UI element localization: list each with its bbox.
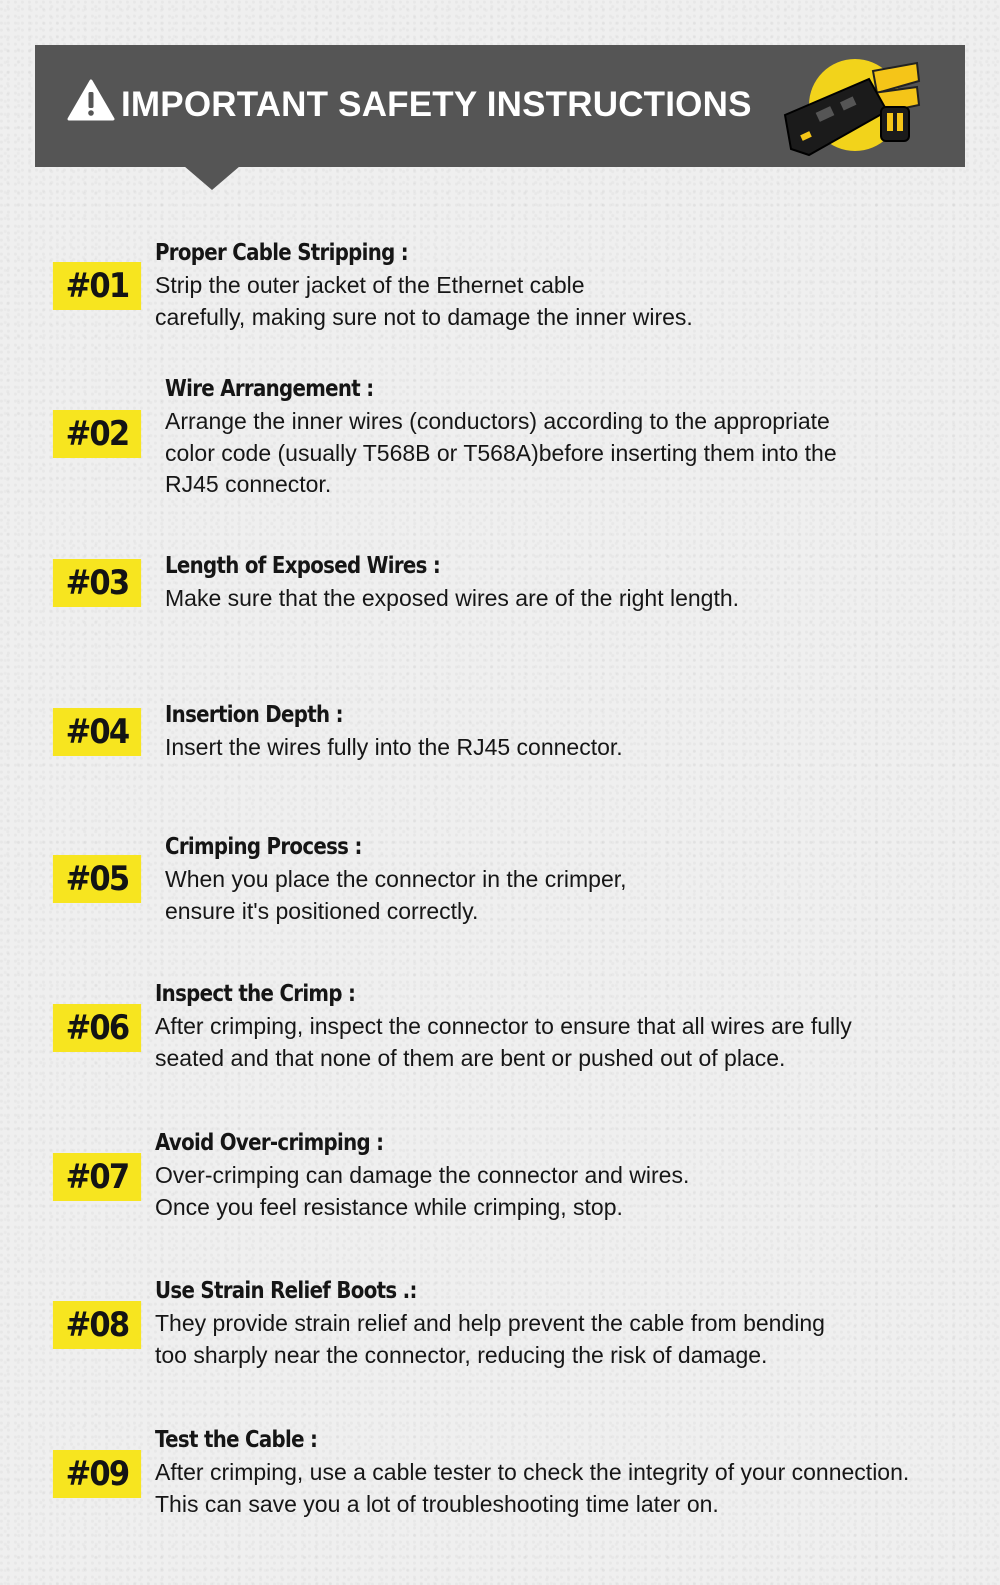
instruction-text: Arrange the inner wires (conductors) according to the appropriate color code (usually T568B or T568A)before inserting them into the RJ45 connector. bbox=[165, 408, 837, 497]
instruction-content bbox=[165, 830, 627, 927]
step-badge: #03 bbox=[53, 559, 141, 607]
step-badge: #01 bbox=[53, 262, 141, 310]
warning-triangle-icon bbox=[67, 79, 115, 121]
instruction-content bbox=[165, 698, 623, 764]
header-pointer bbox=[184, 166, 240, 190]
crimping-tool-image bbox=[777, 53, 927, 161]
instruction-title: Use Strain Relief Boots .: bbox=[155, 1278, 417, 1304]
instruction-title: Wire Arrangement : bbox=[165, 376, 374, 402]
instruction-title: Inspect the Crimp : bbox=[155, 981, 356, 1007]
instruction-content bbox=[165, 372, 837, 501]
instruction-content bbox=[155, 1126, 689, 1223]
step-badge: #07 bbox=[53, 1153, 141, 1201]
instruction-content bbox=[155, 977, 852, 1074]
step-badge: #02 bbox=[53, 410, 141, 458]
instruction-title: Avoid Over-crimping : bbox=[155, 1130, 384, 1156]
step-badge: #09 bbox=[53, 1450, 141, 1498]
step-badge: #04 bbox=[53, 708, 141, 756]
instruction-text: After crimping, inspect the connector to ensure that all wires are fully seated and that none of them are bent or pushed out of place. bbox=[155, 1013, 852, 1071]
instruction-text: Strip the outer jacket of the Ethernet cable carefully, making sure not to damage the inner wires. bbox=[155, 272, 693, 330]
step-badge: #06 bbox=[53, 1004, 141, 1052]
instruction-text: Make sure that the exposed wires are of the right length. bbox=[165, 585, 740, 611]
instruction-title: Insertion Depth : bbox=[165, 702, 343, 728]
instruction-text: When you place the connector in the crimper, ensure it's positioned correctly. bbox=[165, 866, 627, 924]
instruction-text: After crimping, use a cable tester to check the integrity of your connection. This can save you a lot of troubleshooting time later on. bbox=[155, 1459, 910, 1517]
instruction-content bbox=[165, 549, 739, 615]
instruction-title: Crimping Process : bbox=[165, 834, 362, 860]
instruction-title: Length of Exposed Wires : bbox=[165, 553, 441, 579]
instruction-content bbox=[155, 1423, 909, 1520]
header-banner bbox=[35, 45, 965, 167]
instruction-content bbox=[155, 236, 693, 333]
step-badge: #05 bbox=[53, 855, 141, 903]
instruction-content bbox=[155, 1274, 825, 1371]
instruction-title: Test the Cable : bbox=[155, 1427, 318, 1453]
instruction-text: Insert the wires fully into the RJ45 connector. bbox=[165, 734, 623, 760]
page-title: IMPORTANT SAFETY INSTRUCTIONS bbox=[121, 85, 752, 124]
instruction-text: Over-crimping can damage the connector and wires. Once you feel resistance while crimping, stop. bbox=[155, 1162, 690, 1220]
instruction-title: Proper Cable Stripping : bbox=[155, 240, 409, 266]
step-badge: #08 bbox=[53, 1301, 141, 1349]
instruction-text: They provide strain relief and help prevent the cable from bending too sharply near the connector, reducing the risk of damage. bbox=[155, 1310, 825, 1368]
